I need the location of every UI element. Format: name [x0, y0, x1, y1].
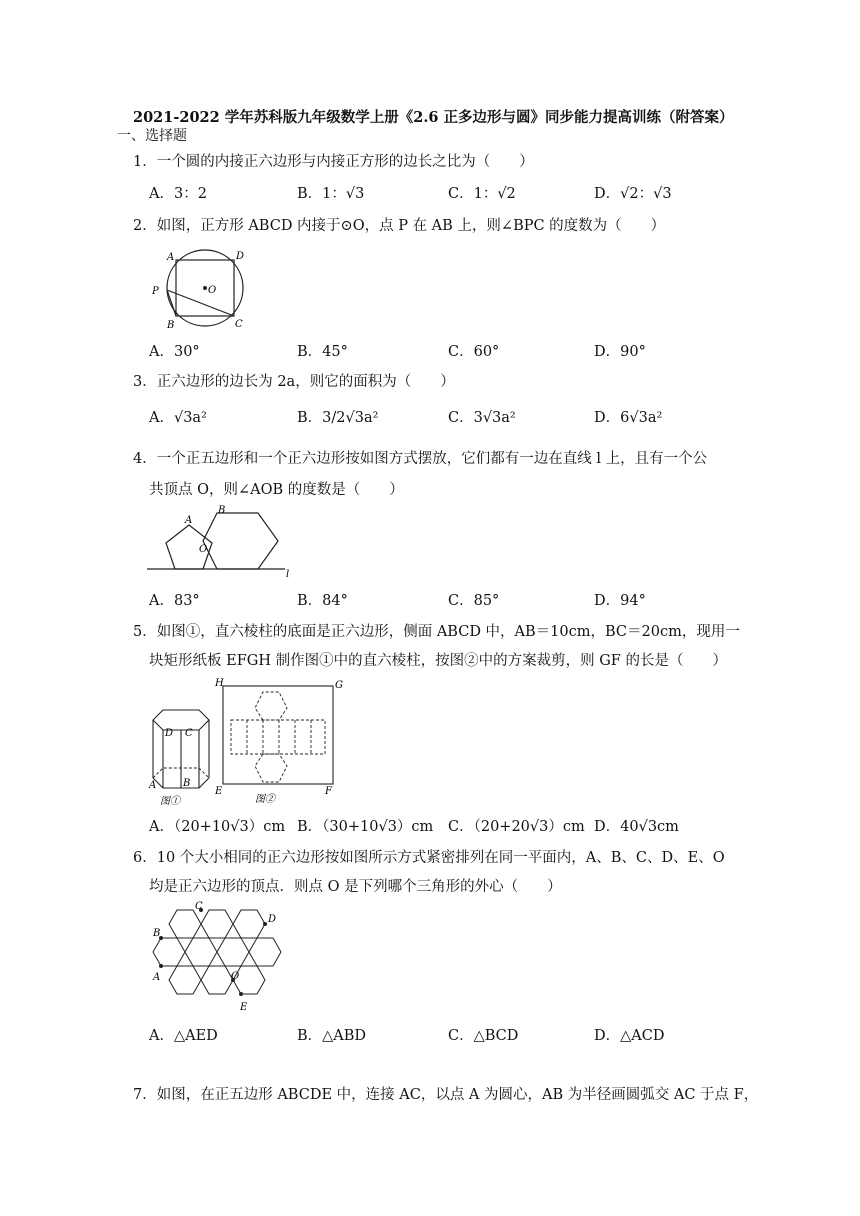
question-5-stem-line2: 块矩形纸板 EFGH 制作图①中的直六棱柱，按图②中的方案裁剪，则 GF 的长是（ ）: [149, 653, 727, 669]
q2-label-b: B: [167, 320, 175, 331]
q5-option-d: D．40√3cm: [594, 819, 679, 835]
q3-option-a: A．√3a²: [149, 410, 207, 426]
q5-label-f: F: [325, 786, 332, 797]
question-6-stem-line1: 6．10 个大小相同的正六边形按如图所示方式紧密排列在同一平面内，A、B、C、D、E、O: [133, 850, 725, 866]
q3-option-b: B．3/2√3a²: [297, 410, 379, 426]
question-6-stem-line2: 均是正六边形的顶点．则点 O 是下列哪个三角形的外心（ ）: [149, 879, 562, 895]
q5-option-b: B．（30+10√3）cm: [297, 819, 434, 835]
question-4-stem-line2: 共顶点 O，则∠AOB 的度数是（ ）: [149, 482, 404, 498]
q5-label-h: H: [215, 678, 224, 689]
q5-label-a: A: [149, 780, 157, 791]
q5-label-c: C: [185, 728, 193, 739]
question-7-stem: 7．如图，在正五边形 ABCDE 中，连接 AC，以点 A 为圆心，AB 为半径画圆弧交 AC 于点 F，: [133, 1087, 759, 1103]
q2-option-d: D．90°: [594, 344, 646, 360]
q4-label-l: l: [286, 569, 290, 580]
q4-label-a: A: [185, 515, 193, 526]
q6-option-c: C．△BCD: [448, 1028, 519, 1044]
q6-option-b: B．△ABD: [297, 1028, 367, 1044]
q5-label-fig2: 图②: [255, 794, 275, 805]
q5-figure: [145, 674, 345, 810]
q6-label-b: B: [153, 928, 161, 939]
question-1-stem: 1．一个圆的内接正六边形与内接正方形的边长之比为（ ）: [133, 154, 534, 170]
q6-option-d: D．△ACD: [594, 1028, 665, 1044]
q2-option-c: C．60°: [448, 344, 500, 360]
q3-option-d: D．6√3a²: [594, 410, 663, 426]
q4-option-d: D．94°: [594, 593, 646, 609]
q2-label-a: A: [167, 252, 175, 263]
question-4-stem-line1: 4．一个正五边形和一个正六边形按如图方式摆放，它们都有一边在直线 l 上，且有一个公: [133, 451, 708, 467]
q2-figure: [145, 246, 255, 334]
q5-label-b: B: [183, 778, 191, 789]
q2-label-p: P: [152, 286, 159, 297]
q3-option-c: C．3√3a²: [448, 410, 516, 426]
q1-option-d: D．√2：√3: [594, 186, 672, 202]
q4-option-c: C．85°: [448, 593, 500, 609]
q2-label-o: O: [208, 285, 217, 296]
document-title: 2021-2022 学年苏科版九年级数学上册《2.6 正多边形与圆》同步能力提高训练（附答案）: [133, 109, 734, 126]
q1-option-b: B．1：√3: [297, 186, 365, 202]
q5-label-g: G: [335, 680, 343, 691]
q4-option-b: B．84°: [297, 593, 348, 609]
q6-option-a: A．△AED: [149, 1028, 218, 1044]
q6-label-e: E: [240, 1002, 248, 1013]
question-3-stem: 3．正六边形的边长为 2a，则它的面积为（ ）: [133, 374, 455, 390]
q2-option-b: B．45°: [297, 344, 348, 360]
q6-figure: [145, 900, 285, 1022]
q5-option-c: C．（20+20√3）cm: [448, 819, 585, 835]
q6-label-o: O: [231, 971, 240, 982]
section-heading: 一、选择题: [117, 128, 187, 144]
q2-option-a: A．30°: [149, 344, 200, 360]
question-2-stem: 2．如图，正方形 ABCD 内接于⊙O，点 P 在 AB 上，则∠BPC 的度数为（ ）: [133, 218, 666, 234]
q6-label-d: D: [268, 914, 277, 925]
q2-label-c: C: [235, 319, 243, 330]
q1-option-a: A．3：2: [149, 186, 207, 202]
q4-label-o: O: [199, 544, 208, 555]
q5-label-e: E: [215, 786, 223, 797]
q4-figure: [145, 503, 305, 581]
q5-option-a: A．（20+10√3）cm: [149, 819, 286, 835]
q2-label-d: D: [236, 251, 245, 262]
q4-option-a: A．83°: [149, 593, 200, 609]
q5-label-d: D: [165, 728, 174, 739]
q6-label-c: C: [195, 901, 203, 912]
question-5-stem-line1: 5．如图①，直六棱柱的底面是正六边形，侧面 ABCD 中，AB＝10cm，BC＝20cm，现用一: [133, 624, 740, 640]
q5-label-fig1: 图①: [160, 796, 180, 807]
q1-option-c: C．1：√2: [448, 186, 516, 202]
q6-label-a: A: [153, 972, 161, 983]
q4-label-b: B: [218, 505, 226, 516]
